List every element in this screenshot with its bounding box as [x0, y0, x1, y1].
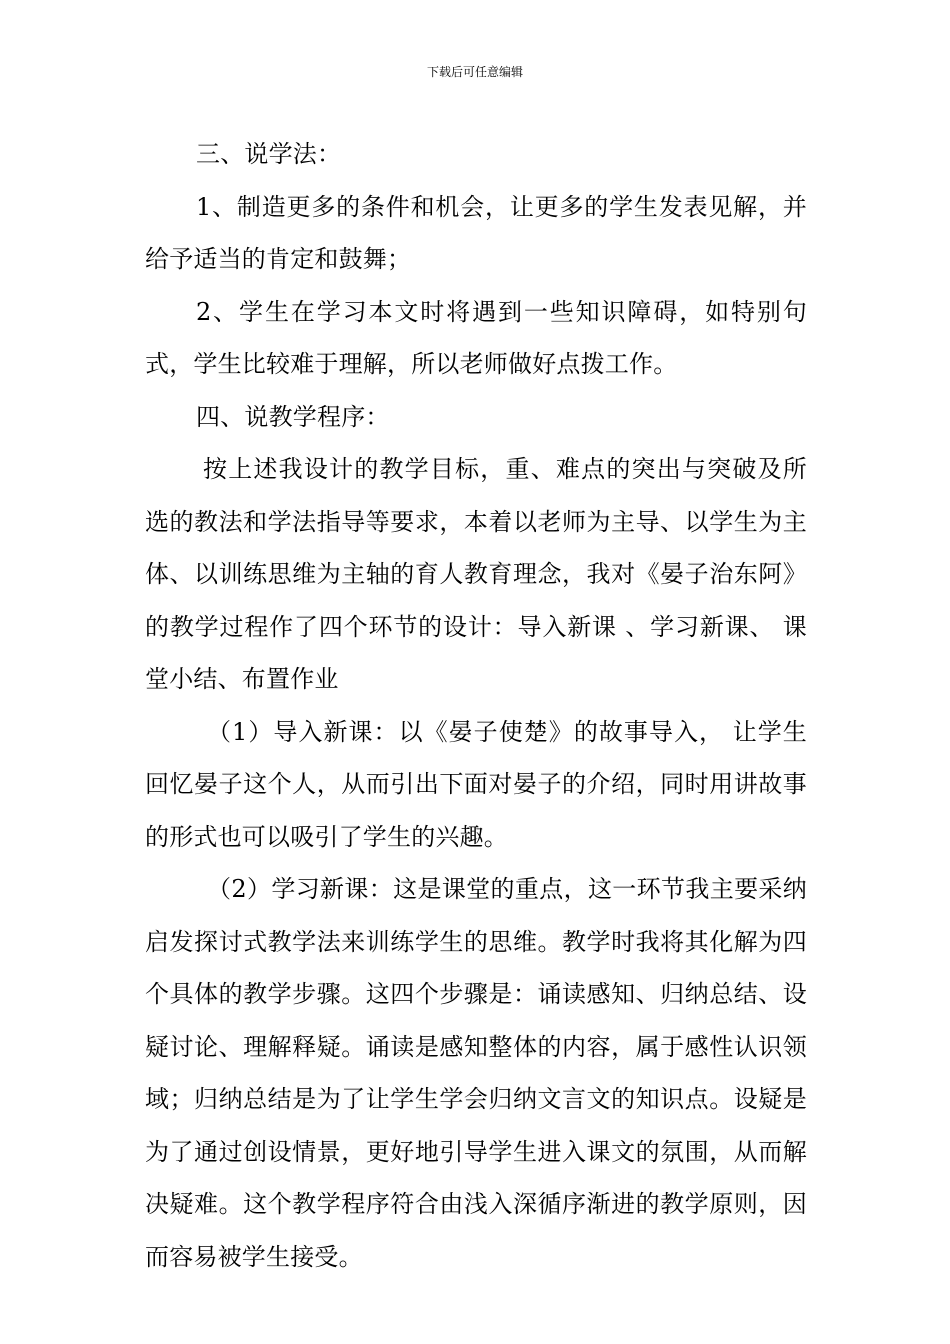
paragraph-method-1: 1、制造更多的条件和机会，让更多的学生发表见解，并给予适当的肯定和鼓舞；: [145, 192, 807, 273]
page-header: 下载后可任意编辑: [426, 65, 523, 79]
section-heading-study-methods: 三、说学法：: [196, 140, 342, 168]
section-heading-teaching-procedure: 四、说教学程序：: [196, 402, 390, 431]
paragraph-step-1: （1）导入新课：以《晏子使楚》的故事导入， 让学生回忆晏子这个人，从而引出下面对晏子的介绍，同时用讲故事的形式也可以吸引了学生的兴趣。: [145, 717, 807, 851]
paragraph-step-2: （2）学习新课：这是课堂的重点，这一环节我主要采纳启发探讨式教学法来训练学生的思维。教学时我将其化解为四个具体的教学步骤。这四个步骤是：诵读感知、归纳总结、设疑讨论、理解释疑。诵读是感知整体的内容，属于感性认识领域；归纳总结是为了让学生学会归纳文言文的知识点。设疑是为了通过创设情景，更好地引导学生进入课文的氛围，从而解决疑难。这个教学程序符合由浅入深循序渐进的教学原则，因而容易被学生接受。: [145, 875, 807, 1271]
paragraph-procedure-intro: 按上述我设计的教学目标，重、难点的突出与突破及所选的教法和学法指导等要求，本着以老师为主导、以学生为主体、以训练思维为主轴的育人教育理念，我对《晏子治东阿》的教学过程作了四个环节的设计：导入新课 、学习新课、 课堂小结、布置作业: [145, 455, 807, 693]
paragraph-method-2: 2、学生在学习本文时将遇到一些知识障碍，如特别句式，学生比较难于理解，所以老师做好点拨工作。: [145, 297, 807, 378]
document-body: [145, 128, 807, 1283]
